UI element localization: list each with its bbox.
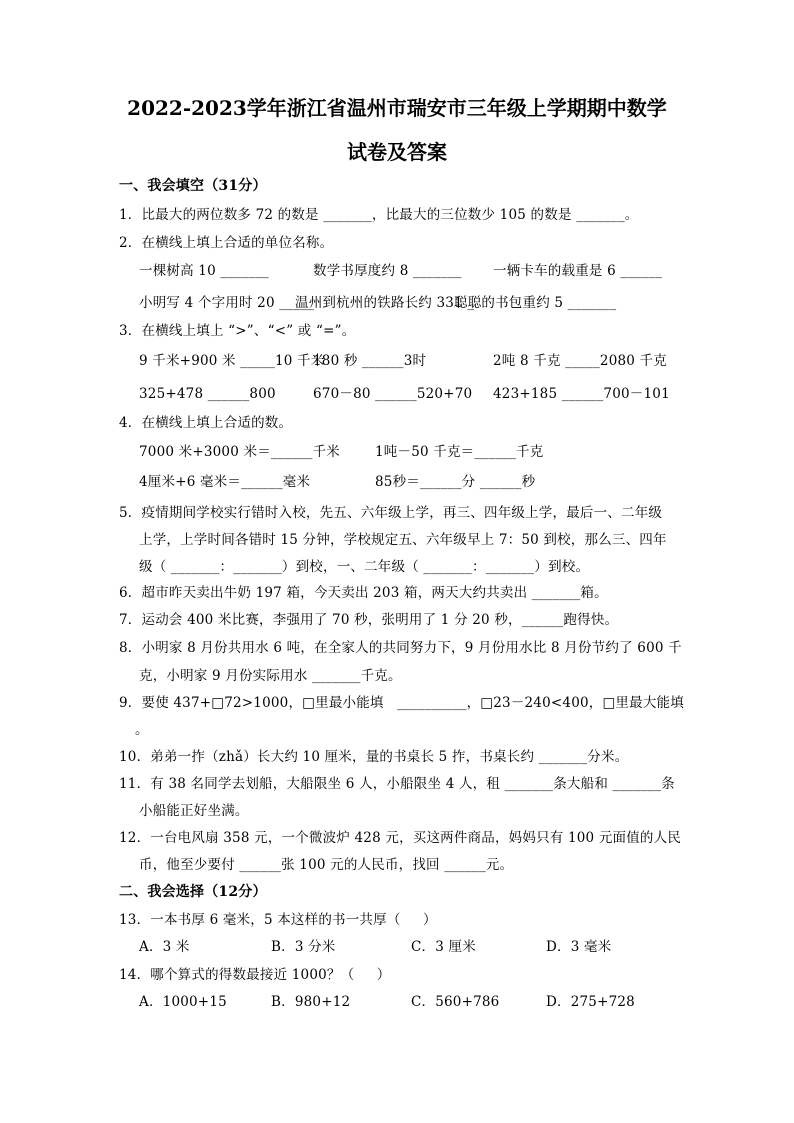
q2-item: 数学书厚度约 8 _______ bbox=[313, 263, 462, 279]
q13-option-d: D．3 毫米 bbox=[546, 939, 612, 955]
document-title-line2: 试卷及答案 bbox=[347, 140, 447, 164]
question-6: 6．超市昨天卖出牛奶 197 箱，今天卖出 203 箱，两天大约共卖出 _______箱。 bbox=[119, 585, 608, 601]
q3-item: 2吨 8 千克 _____2080 千克 bbox=[493, 353, 667, 369]
question-12: 12．一台电风扇 358 元，一个微波炉 428 元，买这两件商品，妈妈只有 100 元面值的人民 bbox=[119, 830, 682, 846]
q13-option-c: C．3 厘米 bbox=[411, 939, 476, 955]
q2-item: 一棵树高 10 _______ bbox=[139, 263, 270, 279]
question-4-stem: 4．在横线上填上合适的数。 bbox=[119, 415, 293, 431]
q3-item: 325+478 ______800 bbox=[139, 386, 276, 402]
q3-item: 670－80 ______520+70 bbox=[313, 386, 473, 402]
question-9: 9．要使 437+□72>1000，□里最小能填 __________，□23－240<400，□里最大能填 bbox=[119, 695, 684, 711]
q13-option-b: B．3 分米 bbox=[271, 939, 336, 955]
question-10: 10．弟弟一拃（zhǎ）长大约 10 厘米，量的书桌长 5 拃，书桌长约 _______分米。 bbox=[119, 749, 629, 765]
question-5: 5．疫情期间学校实行错时入校，先五、六年级上学，再三、四年级上学，最后一、二年级 bbox=[119, 505, 663, 521]
question-3-stem: 3．在横线上填上 “>”、“<” 或 “=”。 bbox=[119, 323, 356, 339]
document-title-line1: 2022-2023学年浙江省温州市瑞安市三年级上学期期中数学 bbox=[127, 96, 667, 120]
q4-item: 85秒＝______分 ______秒 bbox=[375, 474, 536, 490]
question-7: 7．运动会 400 米比赛，李强用了 70 秒，张明用了 1 分 20 秒，______跑得快。 bbox=[119, 612, 619, 628]
question-5-cont: 上学，上学时间各错时 15 分钟，学校规定五、六年级早上 7：50 到校，那么三、四年 bbox=[139, 532, 667, 548]
q3-item: 423+185 ______700－101 bbox=[493, 386, 670, 402]
question-8: 8．小明家 8 月份共用水 6 吨，在全家人的共同努力下，9 月份用水比 8 月份节约了 600 千 bbox=[119, 640, 682, 656]
q14-option-c: C．560+786 bbox=[411, 994, 500, 1010]
q14-option-d: D．275+728 bbox=[546, 994, 635, 1010]
q2-item: 小明写 4 个字用时 20 _____ bbox=[139, 295, 314, 311]
q2-item: 聪聪的书包重约 5 _______ bbox=[454, 295, 617, 311]
q4-item: 7000 米+3000 米＝______千米 bbox=[139, 444, 341, 460]
q4-item: 4厘米+6 毫米＝______毫米 bbox=[139, 474, 311, 490]
question-2-stem: 2．在横线上填上合适的单位名称。 bbox=[119, 235, 334, 251]
q3-item: 180 秒 ______3时 bbox=[313, 353, 427, 369]
question-8-cont: 克，小明家 9 月份实际用水 _______千克。 bbox=[139, 668, 402, 684]
q2-item: 一辆卡车的载重是 6 ______ bbox=[493, 263, 663, 279]
q13-option-a: A．3 米 bbox=[139, 939, 190, 955]
q4-item: 1吨－50 千克＝______千克 bbox=[375, 444, 544, 460]
question-1: 1．比最大的两位数多 72 的数是 _______，比最大的三位数少 105 的数是 _______。 bbox=[119, 207, 639, 223]
q14-option-b: B．980+12 bbox=[271, 994, 351, 1010]
question-13: 13．一本书厚 6 毫米，5 本这样的书一共厚（ ） bbox=[119, 912, 437, 928]
q3-item: 9 千米+900 米 _____10 千米 bbox=[139, 353, 325, 369]
question-12-cont: 币，他至少要付 ______张 100 元的人民币，找回 ______元。 bbox=[139, 857, 514, 873]
question-14: 14．哪个算式的得数最接近 1000？（ ） bbox=[119, 967, 391, 983]
q14-option-a: A．1000+15 bbox=[139, 994, 227, 1010]
q2-item: 温州到杭州的铁路长约 331 _ bbox=[295, 295, 475, 311]
question-9-cont: 。 bbox=[135, 722, 149, 738]
question-5-cont: 级（ _______：_______）到校，一、二年级（ _______：_______）到校。 bbox=[139, 559, 590, 575]
section1-heading: 一、我会填空（31分） bbox=[119, 178, 267, 194]
section2-heading: 二、我会选择（12分） bbox=[119, 884, 267, 900]
question-11-cont: 小船能正好坐满。 bbox=[139, 803, 249, 819]
question-11: 11．有 38 名同学去划船，大船限坐 6 人，小船限坐 4 人，租 _______条大船和 _______条 bbox=[119, 776, 675, 792]
